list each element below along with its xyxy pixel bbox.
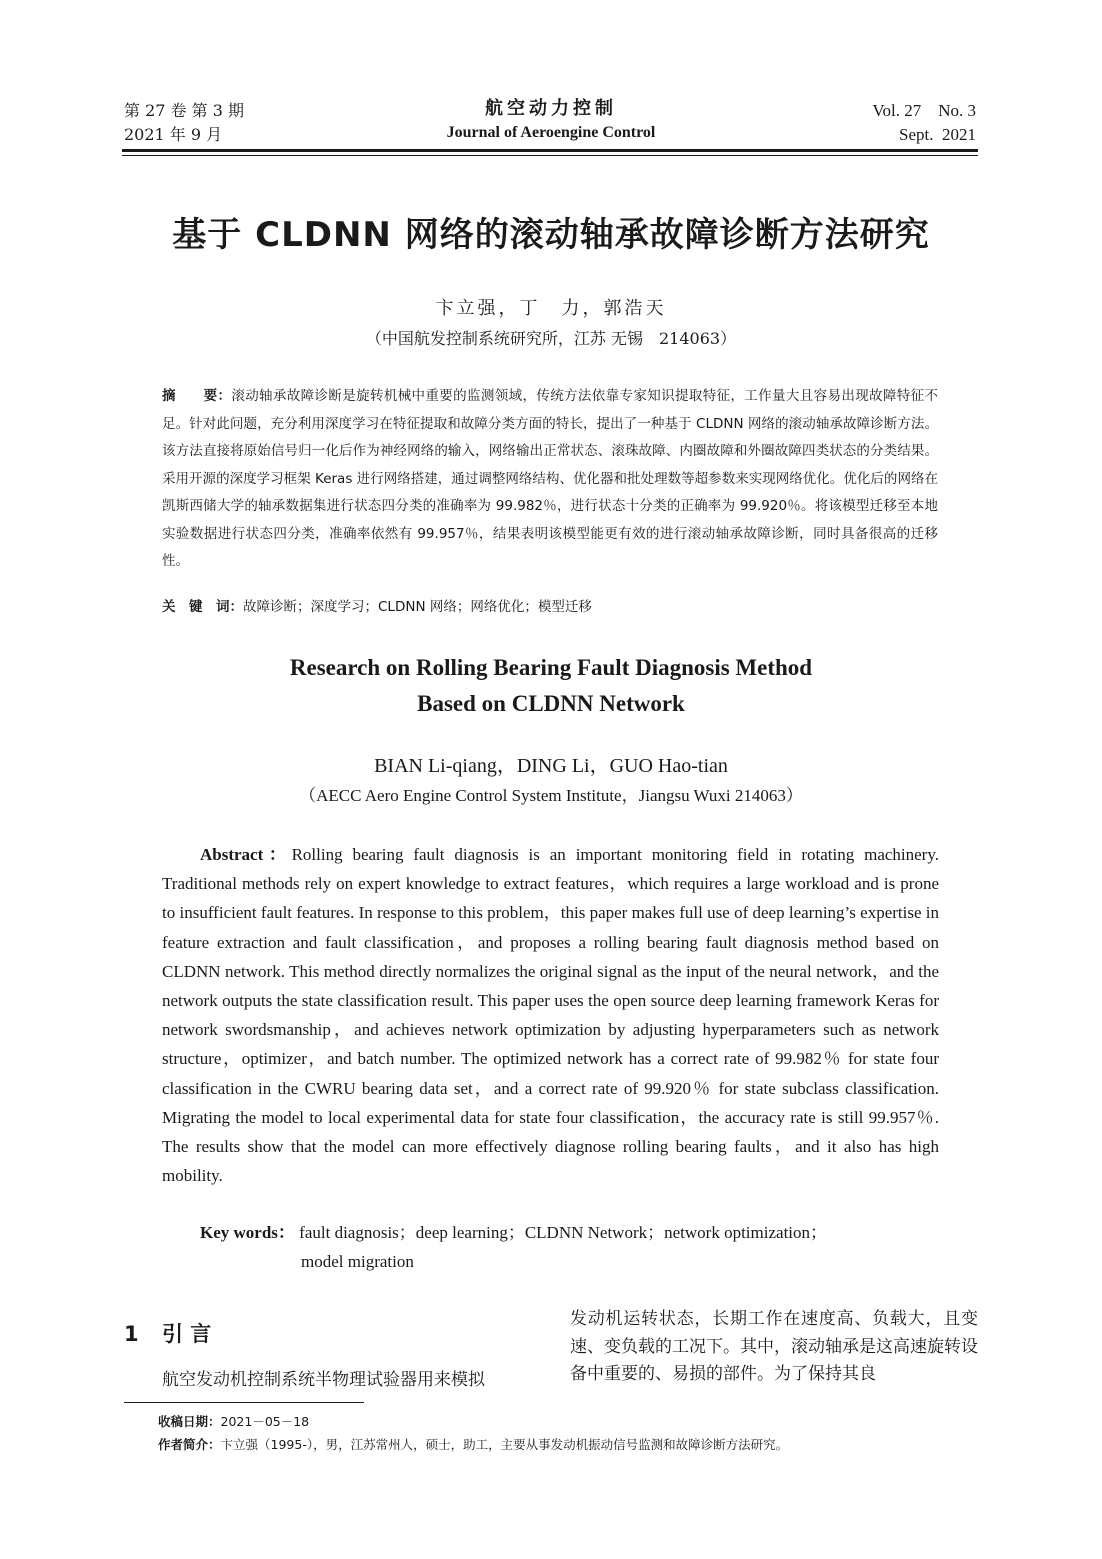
- header-date-en: Sept. 2021: [899, 125, 976, 144]
- header-vol-no: Vol. 27 No. 3: [872, 101, 976, 120]
- abstract-en: [162, 840, 939, 1190]
- section-heading: [124, 1318, 211, 1350]
- journal-name-cn: 航空动力控制: [485, 98, 617, 119]
- paper-title-en-line2: Based on CLDNN Network: [417, 691, 685, 716]
- footnote-received: [158, 1412, 978, 1432]
- received-value: 2021－05－18: [220, 1414, 310, 1429]
- keywords-cn: [162, 594, 938, 620]
- journal-name-en: Journal of Aeroengine Control: [446, 124, 656, 141]
- author-bio-value: 卞立强（1995-），男，江苏常州人，硕士，助工，主要从事发动机振动信号监测和故障诊断方法研究。: [220, 1437, 789, 1452]
- received-label: 收稿日期：: [158, 1414, 221, 1429]
- affiliation-en: （AECC Aero Engine Control System Institute，Jiangsu Wuxi 214063）: [299, 786, 803, 805]
- authors-en: BIAN Li-qiang，DING Li，GUO Hao-tian: [374, 755, 728, 777]
- abstract-cn-label: 摘 要：: [162, 388, 232, 404]
- abstract-en-label: Abstract：: [200, 845, 292, 864]
- header-rule-thick: [122, 149, 978, 152]
- header-volume-issue: 第 27 卷 第 3 期: [124, 101, 244, 120]
- body-left-column: 航空发动机控制系统半物理试验器用来模拟: [162, 1370, 485, 1390]
- paper-title-cn: 基于 CLDNN 网络的滚动轴承故障诊断方法研究: [172, 215, 930, 255]
- keywords-en-line2: model migration: [301, 1252, 414, 1271]
- abstract-cn-text: 滚动轴承故障诊断是旋转机械中重要的监测领域，传统方法依靠专家知识提取特征，工作量大且容易出现故障特征不足。针对此问题，充分利用深度学习在特征提取和故障分类方面的特长，提出了一种基于 CLDNN 网络的滚动轴承故障诊断方法。该方法直接将原始信号归一化后作为神经网络的输入，网络输出正常状态、滚珠故障、内圈故障和外圈故障四类状态的分类结果。采用开源的深度学习框架 Keras 进行网络搭建，通过调整网络结构、优化器和批处理数等超参数来实现网络优化。优化后的网络在凯斯西储大学的轴承数据集进行状态四分类的准确率为 99.982％，进行状态十分类的正确率为 99.920％。将该模型迁移至本地实验数据进行状态四分类，准确率依然有 99.957％，结果表明该模型能更有效的进行滚动轴承故障诊断，同时具备很高的迁移性。: [162, 388, 939, 569]
- keywords-cn-label: 关 键 词：: [162, 599, 243, 615]
- author-bio-label: 作者简介：: [158, 1437, 221, 1452]
- abstract-en-text: Rolling bearing fault diagnosis is an important monitoring field in rotating machinery. Traditional methods rely on expert knowledge to extract features，which requires a large workload and is prone to insufficient fault features. In response to this problem，this paper makes full use of deep learning’s expertise in feature extraction and fault classification，and proposes a rolling bearing fault diagnosis method based on CLDNN network. This method directly normalizes the original signal as the input of the neural network，and the network outputs the state classification result. This paper uses the open source deep learning framework Keras for network swordsmanship，and achieves network optimization by adjusting hyperparameters such as network structure，optimizer，and batch number. The optimized network has a correct rate of 99.982％ for state four classification in the CWRU bearing data set，and a correct rate of 99.920％ for state subclass classification. Migrating the model to local experimental data for state four classification，the accuracy rate is still 99.957％. The results show that the model can more effectively diagnose rolling bearing faults，and it also has high mobility.: [162, 845, 939, 1186]
- section-number: 1: [124, 1322, 139, 1346]
- body-right-column: 发动机运转状态，长期工作在速度高、负载大，且变速、变负载的工况下。其中，滚动轴承是这高速旋转设备中重要的、易损的部件。为了保持其良: [570, 1309, 978, 1384]
- footnote-author-bio: [158, 1435, 978, 1455]
- keywords-en: [200, 1218, 940, 1276]
- keywords-en-label: Key words：: [200, 1223, 295, 1242]
- section-title: 引 言: [162, 1322, 212, 1346]
- header-issue-en: [872, 99, 976, 147]
- authors-cn: 卞立强，丁 力，郭浩天: [435, 298, 667, 319]
- keywords-cn-text: 故障诊断；深度学习；CLDNN 网络；网络优化；模型迁移: [243, 599, 592, 615]
- keywords-en-line1: fault diagnosis；deep learning；CLDNN Network；network optimization；: [299, 1223, 828, 1242]
- paper-title-en: [0, 650, 1102, 722]
- paper-title-en-line1: Research on Rolling Bearing Fault Diagnosis Method: [289, 655, 813, 680]
- abstract-cn: [162, 383, 938, 576]
- header-date-cn: 2021 年 9 月: [124, 125, 223, 144]
- header-rule-thin: [122, 155, 978, 156]
- footnote-rule: [124, 1402, 364, 1403]
- affiliation-cn: （中国航发控制系统研究所，江苏 无锡 214063）: [365, 329, 737, 348]
